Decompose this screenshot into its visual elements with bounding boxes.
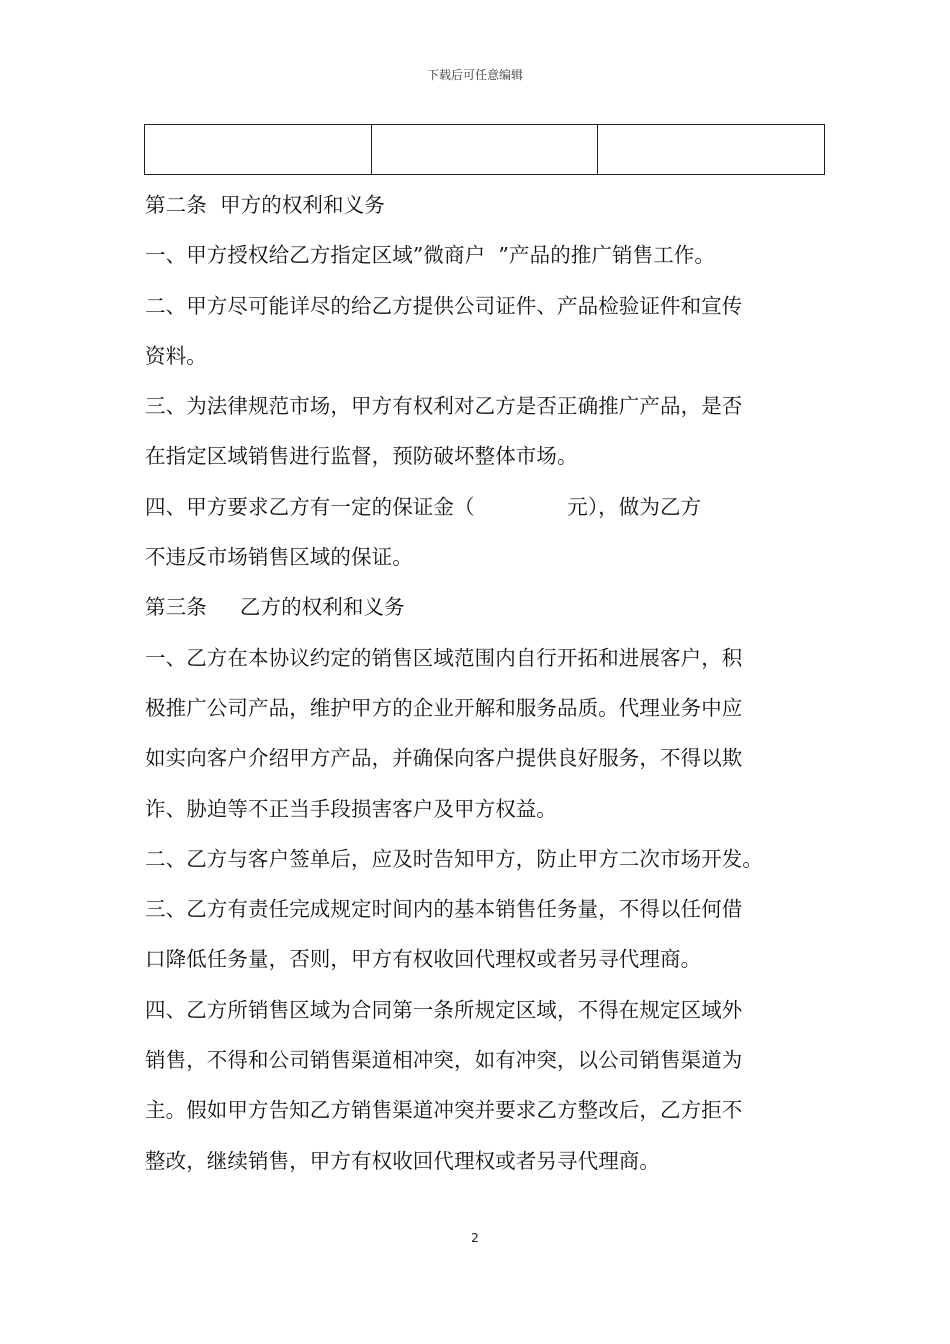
text-line: 在指定区域销售进行监督，预防破坏整体市场。 <box>145 444 578 469</box>
page-number: 2 <box>471 1231 479 1245</box>
text-line: 四、乙方所销售区域为合同第一条所规定区域，不得在规定区域外 <box>145 997 743 1022</box>
contract-body <box>145 180 805 1186</box>
text-line: 极推广公司产品，维护甲方的企业开解和服务品质。代理业务中应 <box>145 695 743 720</box>
page-header-note: 下载后可任意编辑 <box>426 68 523 82</box>
text-line: 一、甲方授权给乙方指定区域”微商户 ”产品的推广销售工作。 <box>145 243 715 268</box>
article-two-heading: 第二条 甲方的权利和义务 <box>145 193 385 217</box>
table-cell <box>598 125 825 175</box>
text-line: 不违反市场销售区域的保证。 <box>145 545 413 570</box>
table-cell <box>145 125 372 175</box>
text-line: 诈、胁迫等不正当手段损害客户及甲方权益。 <box>145 796 557 821</box>
text-line: 二、甲方尽可能详尽的给乙方提供公司证件、产品检验证件和宣传 <box>145 293 743 318</box>
text-line: 主。假如甲方告知乙方销售渠道冲突并要求乙方整改后，乙方拒不 <box>145 1098 743 1123</box>
text-line: 三、乙方有责任完成规定时间内的基本销售任务量，不得以任何借 <box>145 897 743 922</box>
text-line: 一、乙方在本协议约定的销售区域范围内自行开拓和进展客户，积 <box>145 645 743 670</box>
text-line: 如实向客户介绍甲方产品，并确保向客户提供良好服务，不得以欺 <box>145 746 743 771</box>
text-line: 二、乙方与客户签单后，应及时告知甲方，防止甲方二次市场开发。 <box>145 846 763 871</box>
text-line: 四、甲方要求乙方有一定的保证金（ 元），做为乙方 <box>145 494 702 519</box>
blank-table <box>144 124 825 175</box>
table-cell <box>371 125 598 175</box>
text-line: 资料。 <box>145 343 207 368</box>
article-three-heading: 第三条 乙方的权利和义务 <box>145 595 405 620</box>
text-line: 整改，继续销售，甲方有权收回代理权或者另寻代理商。 <box>145 1148 660 1173</box>
table-row <box>145 125 825 175</box>
text-line: 销售，不得和公司销售渠道相冲突，如有冲突，以公司销售渠道为 <box>145 1048 743 1073</box>
text-line: 三、为法律规范市场，甲方有权利对乙方是否正确推广产品，是否 <box>145 394 743 419</box>
text-line: 口降低任务量，否则，甲方有权收回代理权或者另寻代理商。 <box>145 947 702 972</box>
